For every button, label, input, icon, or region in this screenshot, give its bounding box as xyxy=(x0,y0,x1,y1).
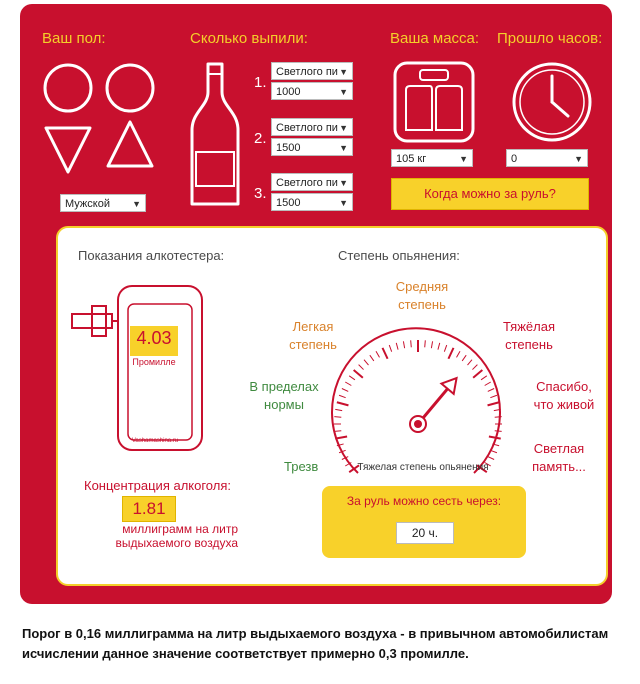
gauge-tick xyxy=(349,376,355,380)
gauge-tick xyxy=(334,417,341,418)
calculate-button[interactable]: Когда можно за руль? xyxy=(391,178,589,210)
gauge-tick xyxy=(411,340,412,347)
gauge-tick xyxy=(396,343,398,350)
gauge-tick xyxy=(481,376,487,380)
gauge-label-thanks-2: что живой xyxy=(533,397,595,412)
calculator-card xyxy=(20,4,612,604)
gauge-tick xyxy=(444,345,446,352)
chevron-down-icon: ▼ xyxy=(339,87,348,97)
drive-after-label: За руль можно сесть через: xyxy=(346,494,502,508)
drink-3-number: 3. xyxy=(254,185,267,202)
gauge-arc xyxy=(332,328,500,473)
gauge-label-medium-2: степень xyxy=(398,297,446,312)
drink-3-amount-value: 1500 xyxy=(276,197,301,209)
drink-1-amount-value: 1000 xyxy=(276,86,301,98)
clock-icon xyxy=(510,60,594,144)
gender-select-value: Мужской xyxy=(65,198,110,210)
gauge-tick xyxy=(354,370,363,378)
gauge-tick xyxy=(488,402,500,405)
gauge-label-normal-1: В пределах xyxy=(249,379,319,394)
tester-label: Показания алкотестера: xyxy=(78,248,225,263)
female-body-icon xyxy=(46,128,90,172)
gauge-caption: Тяжелая степень опьянения xyxy=(357,462,489,473)
drink-3-amount-select[interactable] xyxy=(271,193,353,211)
drive-after-box xyxy=(322,486,526,558)
gauge-tick xyxy=(335,409,342,410)
gauge-label-heavy-1: Тяжёлая xyxy=(502,319,556,334)
concentration-label: Концентрация алкоголя: xyxy=(84,478,231,493)
gauge-tick xyxy=(334,431,341,432)
gauge-tick xyxy=(403,341,404,348)
gauge-tick xyxy=(490,395,497,397)
drinks-label: Сколько выпили: xyxy=(190,30,308,47)
gauge-label-thanks-1: Спасибо, xyxy=(536,379,592,394)
chevron-down-icon: ▼ xyxy=(459,154,468,164)
gender-shapes-icon[interactable] xyxy=(40,60,160,190)
concentration-unit-line2: выдыхаемого воздуха xyxy=(115,536,238,550)
male-head-icon xyxy=(107,65,153,111)
mass-select-value: 105 кг xyxy=(396,153,427,165)
gauge-label-heavy-2: степень xyxy=(505,337,553,352)
gauge-label-light-1: Легкая xyxy=(292,319,334,334)
hours-select[interactable] xyxy=(506,149,588,167)
gauge-tick xyxy=(457,351,461,357)
gauge-label-light-2: степень xyxy=(289,337,337,352)
chevron-down-icon: ▼ xyxy=(339,143,348,153)
gauge-tick xyxy=(438,343,440,350)
gauge-tick xyxy=(431,341,432,348)
tester-brand: Vashamashina.ru xyxy=(131,438,179,444)
gauge-tick xyxy=(376,351,380,357)
gauge-label-normal-2: нормы xyxy=(264,397,304,412)
drink-2-type-select[interactable] xyxy=(271,118,353,136)
gauge-label-sober: Трезв xyxy=(284,459,319,474)
gauge-tick xyxy=(467,360,471,365)
drive-after-value: 20 ч. xyxy=(396,522,454,544)
chevron-down-icon: ▼ xyxy=(339,123,348,133)
gauge-tick xyxy=(335,437,347,439)
tester-display xyxy=(130,326,178,356)
gauge-tick xyxy=(339,395,346,397)
scale-icon xyxy=(392,60,476,144)
tester-unit: Промилле xyxy=(132,357,176,367)
chevron-down-icon: ▼ xyxy=(339,198,348,208)
hours-label: Прошло часов: xyxy=(497,30,603,47)
gauge-tick xyxy=(495,431,502,432)
gauge-tick xyxy=(425,340,426,347)
gauge-tick xyxy=(345,382,351,386)
drink-1-amount-select[interactable] xyxy=(271,82,353,100)
chevron-down-icon: ▼ xyxy=(132,199,141,209)
drink-3-type-select[interactable] xyxy=(271,173,353,191)
gauge-label-memory-1: Светлая xyxy=(533,441,585,456)
tester-value: 4.03 xyxy=(136,328,172,348)
concentration-value: 1.81 xyxy=(132,499,166,518)
results-panel xyxy=(56,226,608,586)
chevron-down-icon: ▼ xyxy=(339,178,348,188)
degree-label: Степень опьянения: xyxy=(338,248,460,263)
mass-label: Ваша масса: xyxy=(390,30,480,47)
gauge-tick xyxy=(472,365,477,370)
gauge-tick xyxy=(337,402,349,405)
gauge-tick xyxy=(342,389,348,392)
gauge-tick xyxy=(359,365,364,370)
gauge-ticks xyxy=(334,340,502,472)
gauge-tick xyxy=(473,370,482,378)
gauge-tick xyxy=(389,345,391,352)
drink-2-amount-select[interactable] xyxy=(271,138,353,156)
drink-1-type-select[interactable] xyxy=(271,62,353,80)
gauge-tick xyxy=(488,389,494,392)
gauge-tick xyxy=(495,417,502,418)
gauge-hub-center xyxy=(414,420,422,428)
chevron-down-icon: ▼ xyxy=(574,154,583,164)
drink-2-number: 2. xyxy=(254,130,267,147)
gauge-tick xyxy=(489,437,501,439)
bottle-icon xyxy=(188,60,244,210)
gauge-label-memory-2: память... xyxy=(532,459,586,474)
concentration-unit-line1: миллиграмм на литр xyxy=(122,522,238,536)
hours-select-value: 0 xyxy=(511,153,518,165)
male-body-icon xyxy=(108,122,152,166)
gauge-tick xyxy=(383,348,388,359)
gender-label: Ваш пол: xyxy=(42,30,106,47)
drink-2-amount-value: 1500 xyxy=(276,142,301,154)
gender-select[interactable] xyxy=(60,194,146,212)
gauge-label-medium-1: Средняя xyxy=(395,279,449,294)
gauge-tick xyxy=(462,355,466,361)
drink-1-type-value: Светлого пи xyxy=(276,66,338,78)
concentration-box xyxy=(122,496,176,522)
footer-note: Порог в 0,16 миллиграмма на литр выдыхаемого воздуха - в привычном автомобилистам исчислении данное значение соответствует примерно 0,3 промилле. xyxy=(22,626,609,661)
gauge-tick xyxy=(448,348,453,359)
gauge-tick xyxy=(370,355,374,361)
gauge-tick xyxy=(364,360,368,365)
female-head-icon xyxy=(45,65,91,111)
chevron-down-icon: ▼ xyxy=(339,67,348,77)
gauge-tick xyxy=(485,382,491,386)
gauge-tick xyxy=(488,457,494,460)
mass-select[interactable] xyxy=(391,149,473,167)
drink-2-type-value: Светлого пи xyxy=(276,122,338,134)
drink-3-type-value: Светлого пи xyxy=(276,177,338,189)
drink-1-number: 1. xyxy=(254,74,267,91)
